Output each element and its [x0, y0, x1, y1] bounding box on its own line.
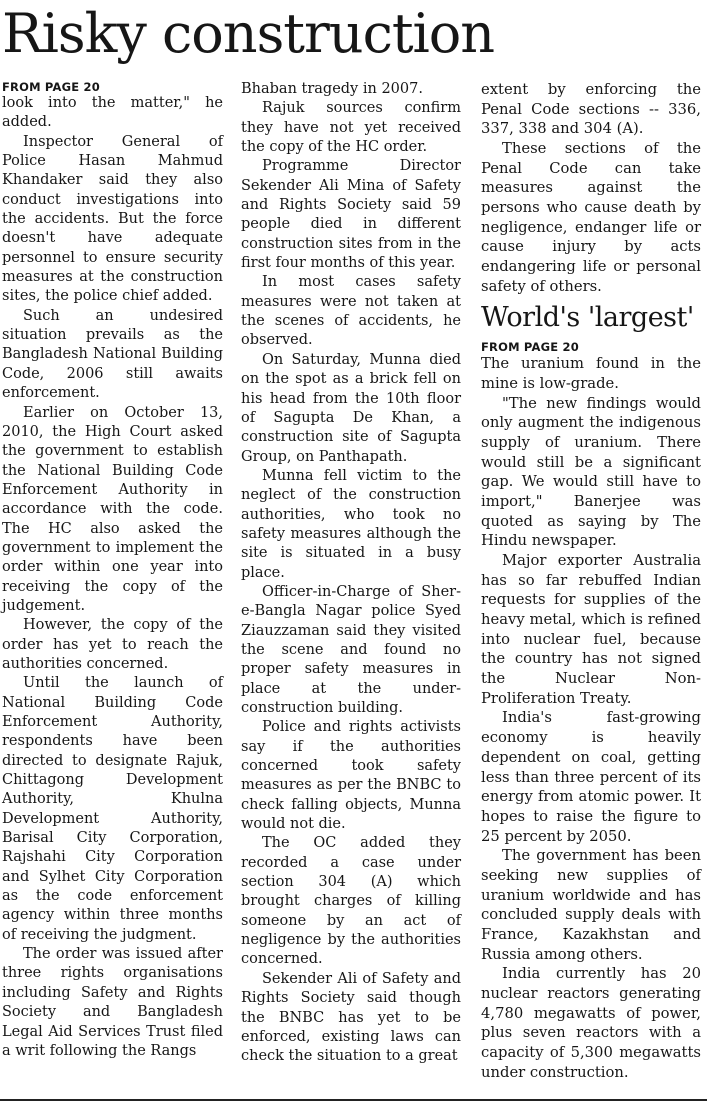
paragraph: Major exporter Australia has so far rebuffed Indian requests for supplies of the heavy metal, which is refined into nuclear fuel, because the country has not signed the Nuclear Non-Proliferation Treaty.: [481, 552, 701, 707]
column-3: [481, 80, 701, 1082]
paragraph: However, the copy of the order has yet to reach the authorities concerned.: [2, 617, 223, 672]
column-2: [241, 80, 461, 1067]
paragraph: In most cases safety measures were not taken at the scenes of accidents, he observed.: [241, 274, 461, 349]
paragraph: Munna fell victim to the neglect of the construction authorities, who took no safety measures although the site is situated in a busy place.: [241, 467, 461, 581]
story-2-headline: World's 'largest': [481, 302, 694, 334]
paragraph: The order was issued after three rights organisations including Safety and Rights Society and Bangladesh Legal Aid Services Trust filed a writ following the Rangs: [2, 946, 223, 1059]
paragraph: Inspector General of Police Hasan Mahmud Khandaker said they also conduct investigations into the accidents. But the force doesn't have adequate personnel to ensure security measures at the construction sites, the police chief added.: [2, 133, 223, 305]
paragraph: Sekender Ali of Safety and Rights Society said though the BNBC has yet to be enforced, existing laws can check the situation to a great: [241, 970, 461, 1065]
paragraph: Bhaban tragedy in 2007.: [241, 81, 423, 97]
paragraph: India currently has 20 nuclear reactors generating 4,780 megawatts of power, plus seven reactors with a capacity of 5,300 megawatts under construction.: [481, 965, 701, 1081]
paragraph: India's fast-growing economy is heavily dependent on coal, getting less than three percent of its energy from atomic power. It hopes to raise the figure to 25 percent by 2050.: [481, 709, 701, 845]
paragraph: On Saturday, Munna died on the spot as a brick fell on his head from the 10th floor of Sagupta De Khan, a construction site of Sagupta Group, on Panthapath.: [241, 351, 461, 465]
paragraph: Officer-in-Charge of Sher-e-Bangla Nagar police Syed Ziauzzaman said they visited the scene and found no proper safety measures in place at the under-construction building.: [241, 583, 461, 716]
kicker-from-page: FROM PAGE 20: [2, 80, 100, 94]
paragraph: Police and rights activists say if the authorities concerned took safety measures as per the BNBC to check falling objects, Munna would not die.: [241, 719, 461, 833]
paragraph: Earlier on October 13, 2010, the High Court asked the government to establish the National Building Code Enforcement Authority in accordance with the code. The HC also asked the government to implement the order within one year into receiving the copy of the judgement.: [2, 404, 223, 614]
paragraph: The OC added they recorded a case under section 304 (A) which brought charges of killing someone by an act of negligence by the authorities concerned.: [241, 835, 461, 968]
column-1: [2, 80, 223, 1061]
paragraph: These sections of the Penal Code can take measures against the persons who cause death by negligence, endanger life or cause injury by acts endangering life or personal safety of others.: [481, 140, 701, 295]
paragraph: Programme Director Sekender Ali Mina of Safety and Rights Society said 59 people died in different construction sites from in the first four months of this year.: [241, 158, 461, 272]
bottom-rule: [0, 1099, 707, 1101]
paragraph: "The new findings would only augment the indigenous supply of uranium. There would still be a significant gap. We would still have to import," Banerjee was quoted as saying by The Hindu newspaper.: [481, 394, 701, 550]
kicker-from-page: FROM PAGE 20: [481, 340, 579, 355]
paragraph: extent by enforcing the Penal Code sections -- 336, 337, 338 and 304 (A).: [481, 81, 701, 138]
headline: Risky construction: [2, 2, 495, 65]
paragraph: Such an undesired situation prevails as the Bangladesh National Building Code, 2006 still awaits enforcement.: [2, 307, 223, 402]
paragraph: look into the matter," he added.: [2, 95, 223, 131]
paragraph: Until the launch of National Building Code Enforcement Authority, respondents have been directed to designate Rajuk, Chittagong Development Authority, Khulna Development Authority, Barisal City Corporation, Rajshahi City Corporation and Sylhet City Corporation as the code enforcement agency within three months of receiving the judgment.: [2, 675, 223, 943]
paragraph: The uranium found in the mine is low-grade.: [481, 355, 701, 393]
paragraph: The government has been seeking new supplies of uranium worldwide and has concluded supply deals with France, Kazakhstan and Russia among others.: [481, 847, 701, 963]
paragraph: Rajuk sources confirm they have not yet received the copy of the HC order.: [241, 100, 461, 156]
